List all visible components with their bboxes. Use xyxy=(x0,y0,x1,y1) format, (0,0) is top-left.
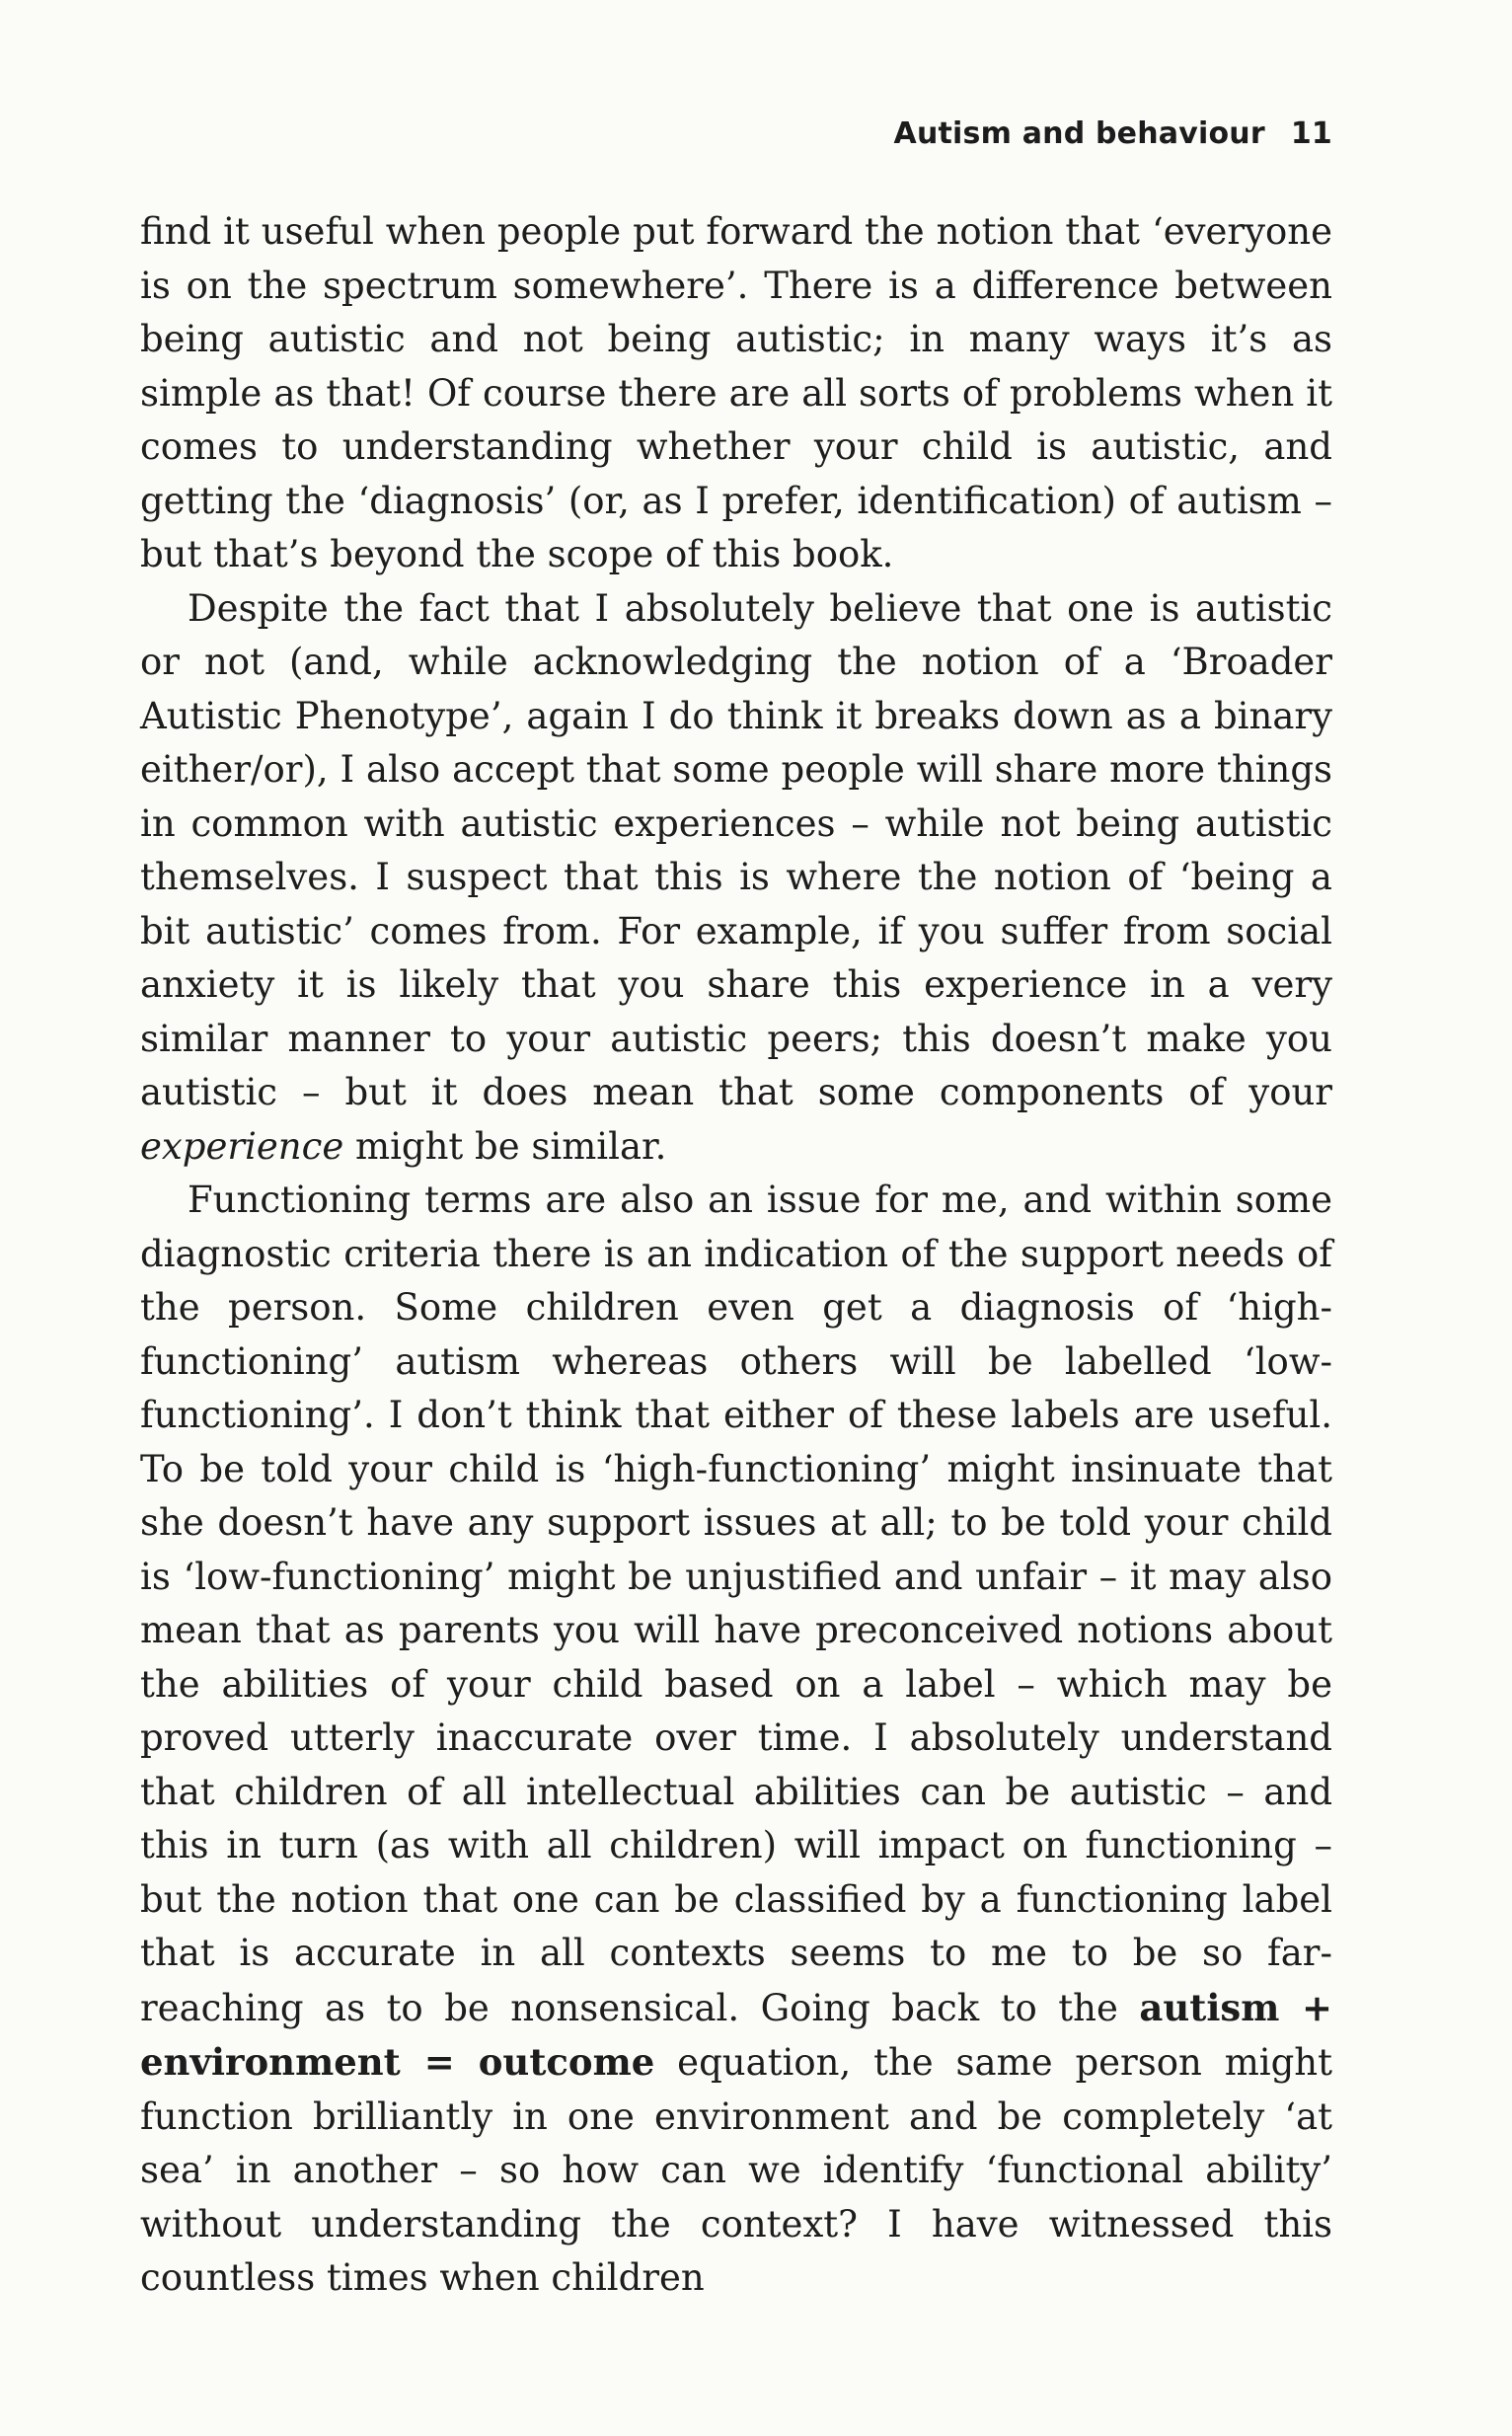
chapter-title: Autism and behaviour xyxy=(893,116,1265,151)
paragraph-2-text-a: Despite the fact that I absolutely believe that one is autistic or not (and, while acknowledging the notion of a ‘Broader Autistic Phenotype’, again I do think it breaks down as a binary either/or), I also accept that some people will share more things in common with autistic experiences – while not being autistic themselves. I suspect that this is where the notion of ‘being a bit autistic’ comes from. For example, if you suffer from social anxiety it is likely that you share this experience in a very similar manner to your autistic peers; this doesn’t make you autistic – but it does mean that some components of your xyxy=(140,586,1332,1113)
paragraph-3-text-a: Functioning terms are also an issue for me, and within some diagnostic criteria there is an indication of the support needs of the person. Some children even get a diagnosis of ‘high-functioning’ autism whereas others will be labelled ‘low-functioning’. I don’t think that either of these labels are useful. To be told your child is ‘high-functioning’ might insinuate that she doesn’t have any support issues at all; to be told your child is ‘low-functioning’ might be unjustified and unfair – it may also mean that as parents you will have preconceived notions about the abilities of your child based on a label – which may be proved utterly inaccurate over time. I absolutely understand that children of all intellectual abilities can be autistic – and this in turn (as with all children) will impact on functioning – but the notion that one can be classified by a functioning label that is accurate in all contexts seems to me to be so far-reaching as to be nonsensical. Going back to the xyxy=(140,1179,1332,2029)
paragraph-3-equation: autism + environment = outcome xyxy=(140,1985,1332,2084)
paragraph-2-emphasis: experience xyxy=(140,1124,344,1168)
paragraph-2 xyxy=(140,582,1332,1175)
paragraph-3 xyxy=(140,1174,1332,2306)
paragraph-3-text-b: equation, the same person might function brilliantly in one environment and be completely ‘at sea’ in another – so how can we identify ‘functional ability’ without understanding the context? I have witnessed this countless times when children xyxy=(140,2041,1332,2299)
paragraph-2-text-b: might be similar. xyxy=(343,1124,667,1168)
body-text xyxy=(140,205,1332,2306)
running-head xyxy=(894,116,1332,151)
paragraph-1-text: find it useful when people put forward the notion that ‘everyone is on the spectrum somewhere’. There is a difference between being autistic and not being autistic; in many ways it’s as simple as that! Of course there are all sorts of problems when it comes to understanding whether your child is autistic, and getting the ‘diagnosis’ (or, as I prefer, identification) of autism – but that’s beyond the scope of this book. xyxy=(140,210,1332,575)
paragraph-1 xyxy=(140,205,1332,582)
page-number: 11 xyxy=(1290,116,1332,151)
